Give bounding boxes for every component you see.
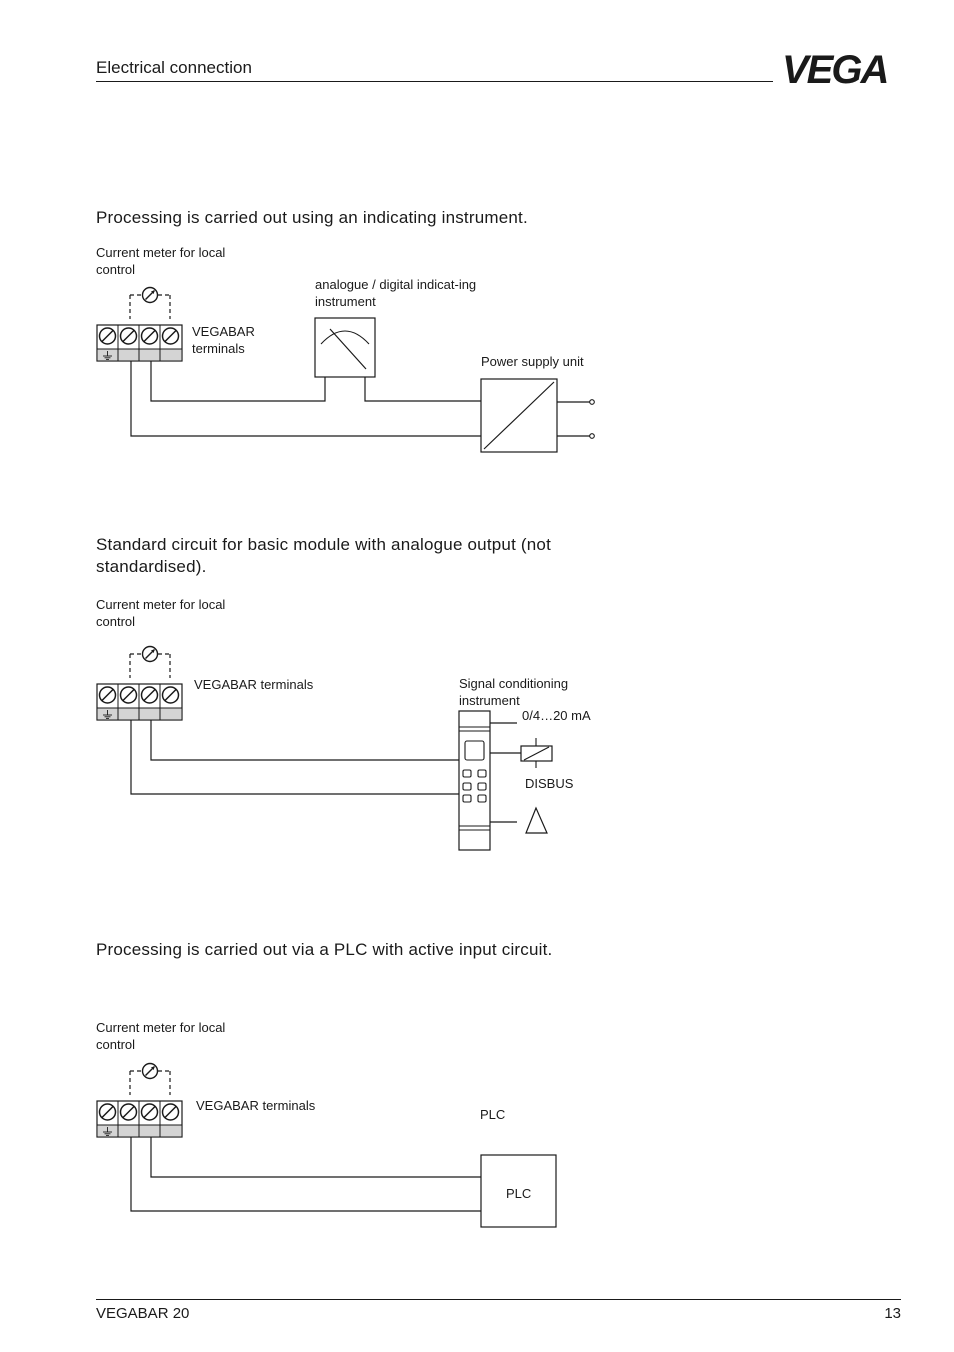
footer-page-number: 13 — [884, 1305, 901, 1322]
signal-conditioning-instrument-icon — [459, 711, 490, 850]
warning-triangle-icon — [526, 808, 547, 833]
wires-3 — [131, 1137, 481, 1211]
power-supply-icon — [481, 379, 557, 452]
section1-indicator-label: analogue / digital indicat-ing instrument — [315, 277, 477, 309]
section2-output-label: 0/4…20 mA — [522, 708, 591, 723]
supply-terminal-icon — [590, 400, 595, 405]
current-meter-icon-3 — [130, 1064, 170, 1096]
section2-signal-conditioning-label: Signal conditioning instrument — [459, 676, 569, 708]
section2-terminals-label: VEGABAR terminals — [194, 677, 314, 692]
section3-current-meter-label: Current meter for local control — [96, 1020, 226, 1052]
footer-product: VEGABAR 20 — [96, 1305, 190, 1322]
indicating-instrument-icon — [315, 318, 375, 377]
footer-rule — [96, 1299, 901, 1300]
section3-plc-box-label: PLC — [506, 1186, 532, 1201]
supply-terminal-icon — [590, 434, 595, 439]
logo-text: VEGA — [782, 50, 888, 86]
terminal-block-2 — [97, 684, 182, 720]
section1-power-supply-label: Power supply unit — [481, 354, 584, 369]
section1-current-meter-label: Current meter for local control — [96, 245, 226, 277]
section1-heading: Processing is carried out using an indicating instrument. — [96, 208, 528, 227]
current-meter-icon-1 — [130, 288, 170, 320]
terminal-block-1 — [97, 325, 182, 361]
section3-plc-label: PLC — [480, 1107, 506, 1122]
diagram-plc — [97, 1064, 556, 1228]
terminal-block-3 — [97, 1101, 182, 1137]
section3-heading: Processing is carried out via a PLC with active input circuit. — [96, 940, 553, 959]
section2-current-meter-label: Current meter for local control — [96, 597, 226, 629]
section2-disbus-label: DISBUS — [525, 776, 574, 791]
section2-heading: Standard circuit for basic module with analogue output (not standardised). — [96, 535, 552, 576]
wires-2 — [131, 720, 459, 794]
current-meter-icon-2 — [130, 647, 170, 679]
section3-terminals-label: VEGABAR terminals — [196, 1098, 316, 1113]
section1-terminals-label: VEGABAR terminals — [192, 324, 255, 356]
header-title: Electrical connection — [96, 58, 252, 77]
relay-icon — [521, 738, 552, 768]
